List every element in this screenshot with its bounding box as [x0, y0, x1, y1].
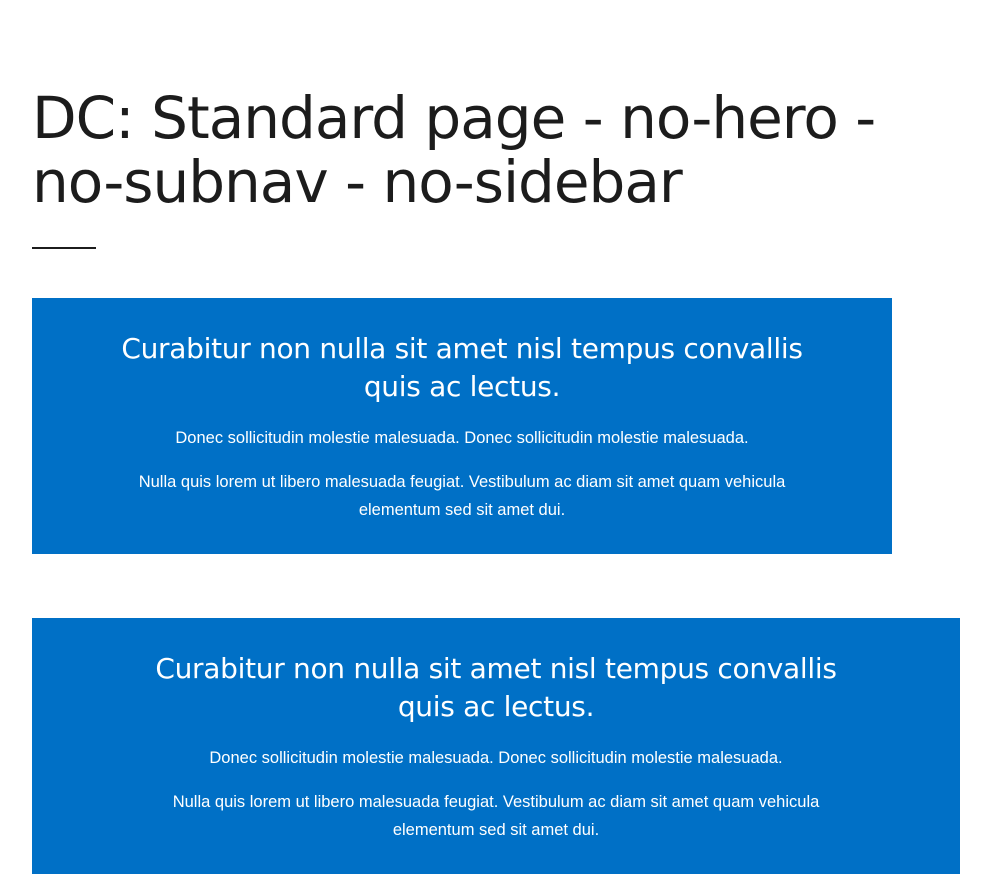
content-block-paragraph: Nulla quis lorem ut libero malesuada feugiat. Vestibulum ac diam sit amet quam vehicula elementum sed sit amet dui. — [138, 473, 786, 519]
content-block-paragraph: Nulla quis lorem ut libero malesuada feugiat. Vestibulum ac diam sit amet quam vehicula elementum sed sit amet dui. — [172, 793, 820, 839]
content-block-2 — [32, 618, 960, 874]
content-block-heading: Curabitur non nulla sit amet nisl tempus convallis quis ac lectus. — [155, 652, 837, 723]
content-block-paragraph: Donec sollicitudin molestie malesuada. Donec sollicitudin molestie malesuada. — [209, 749, 783, 767]
page-title: DC: Standard page - no-hero - no-subnav - no-sidebar — [32, 84, 876, 216]
title-divider — [32, 247, 96, 249]
content-block-paragraph: Donec sollicitudin molestie malesuada. Donec sollicitudin molestie malesuada. — [175, 429, 749, 447]
content-block-heading: Curabitur non nulla sit amet nisl tempus convallis quis ac lectus. — [121, 332, 803, 403]
content-block-1 — [32, 298, 892, 554]
